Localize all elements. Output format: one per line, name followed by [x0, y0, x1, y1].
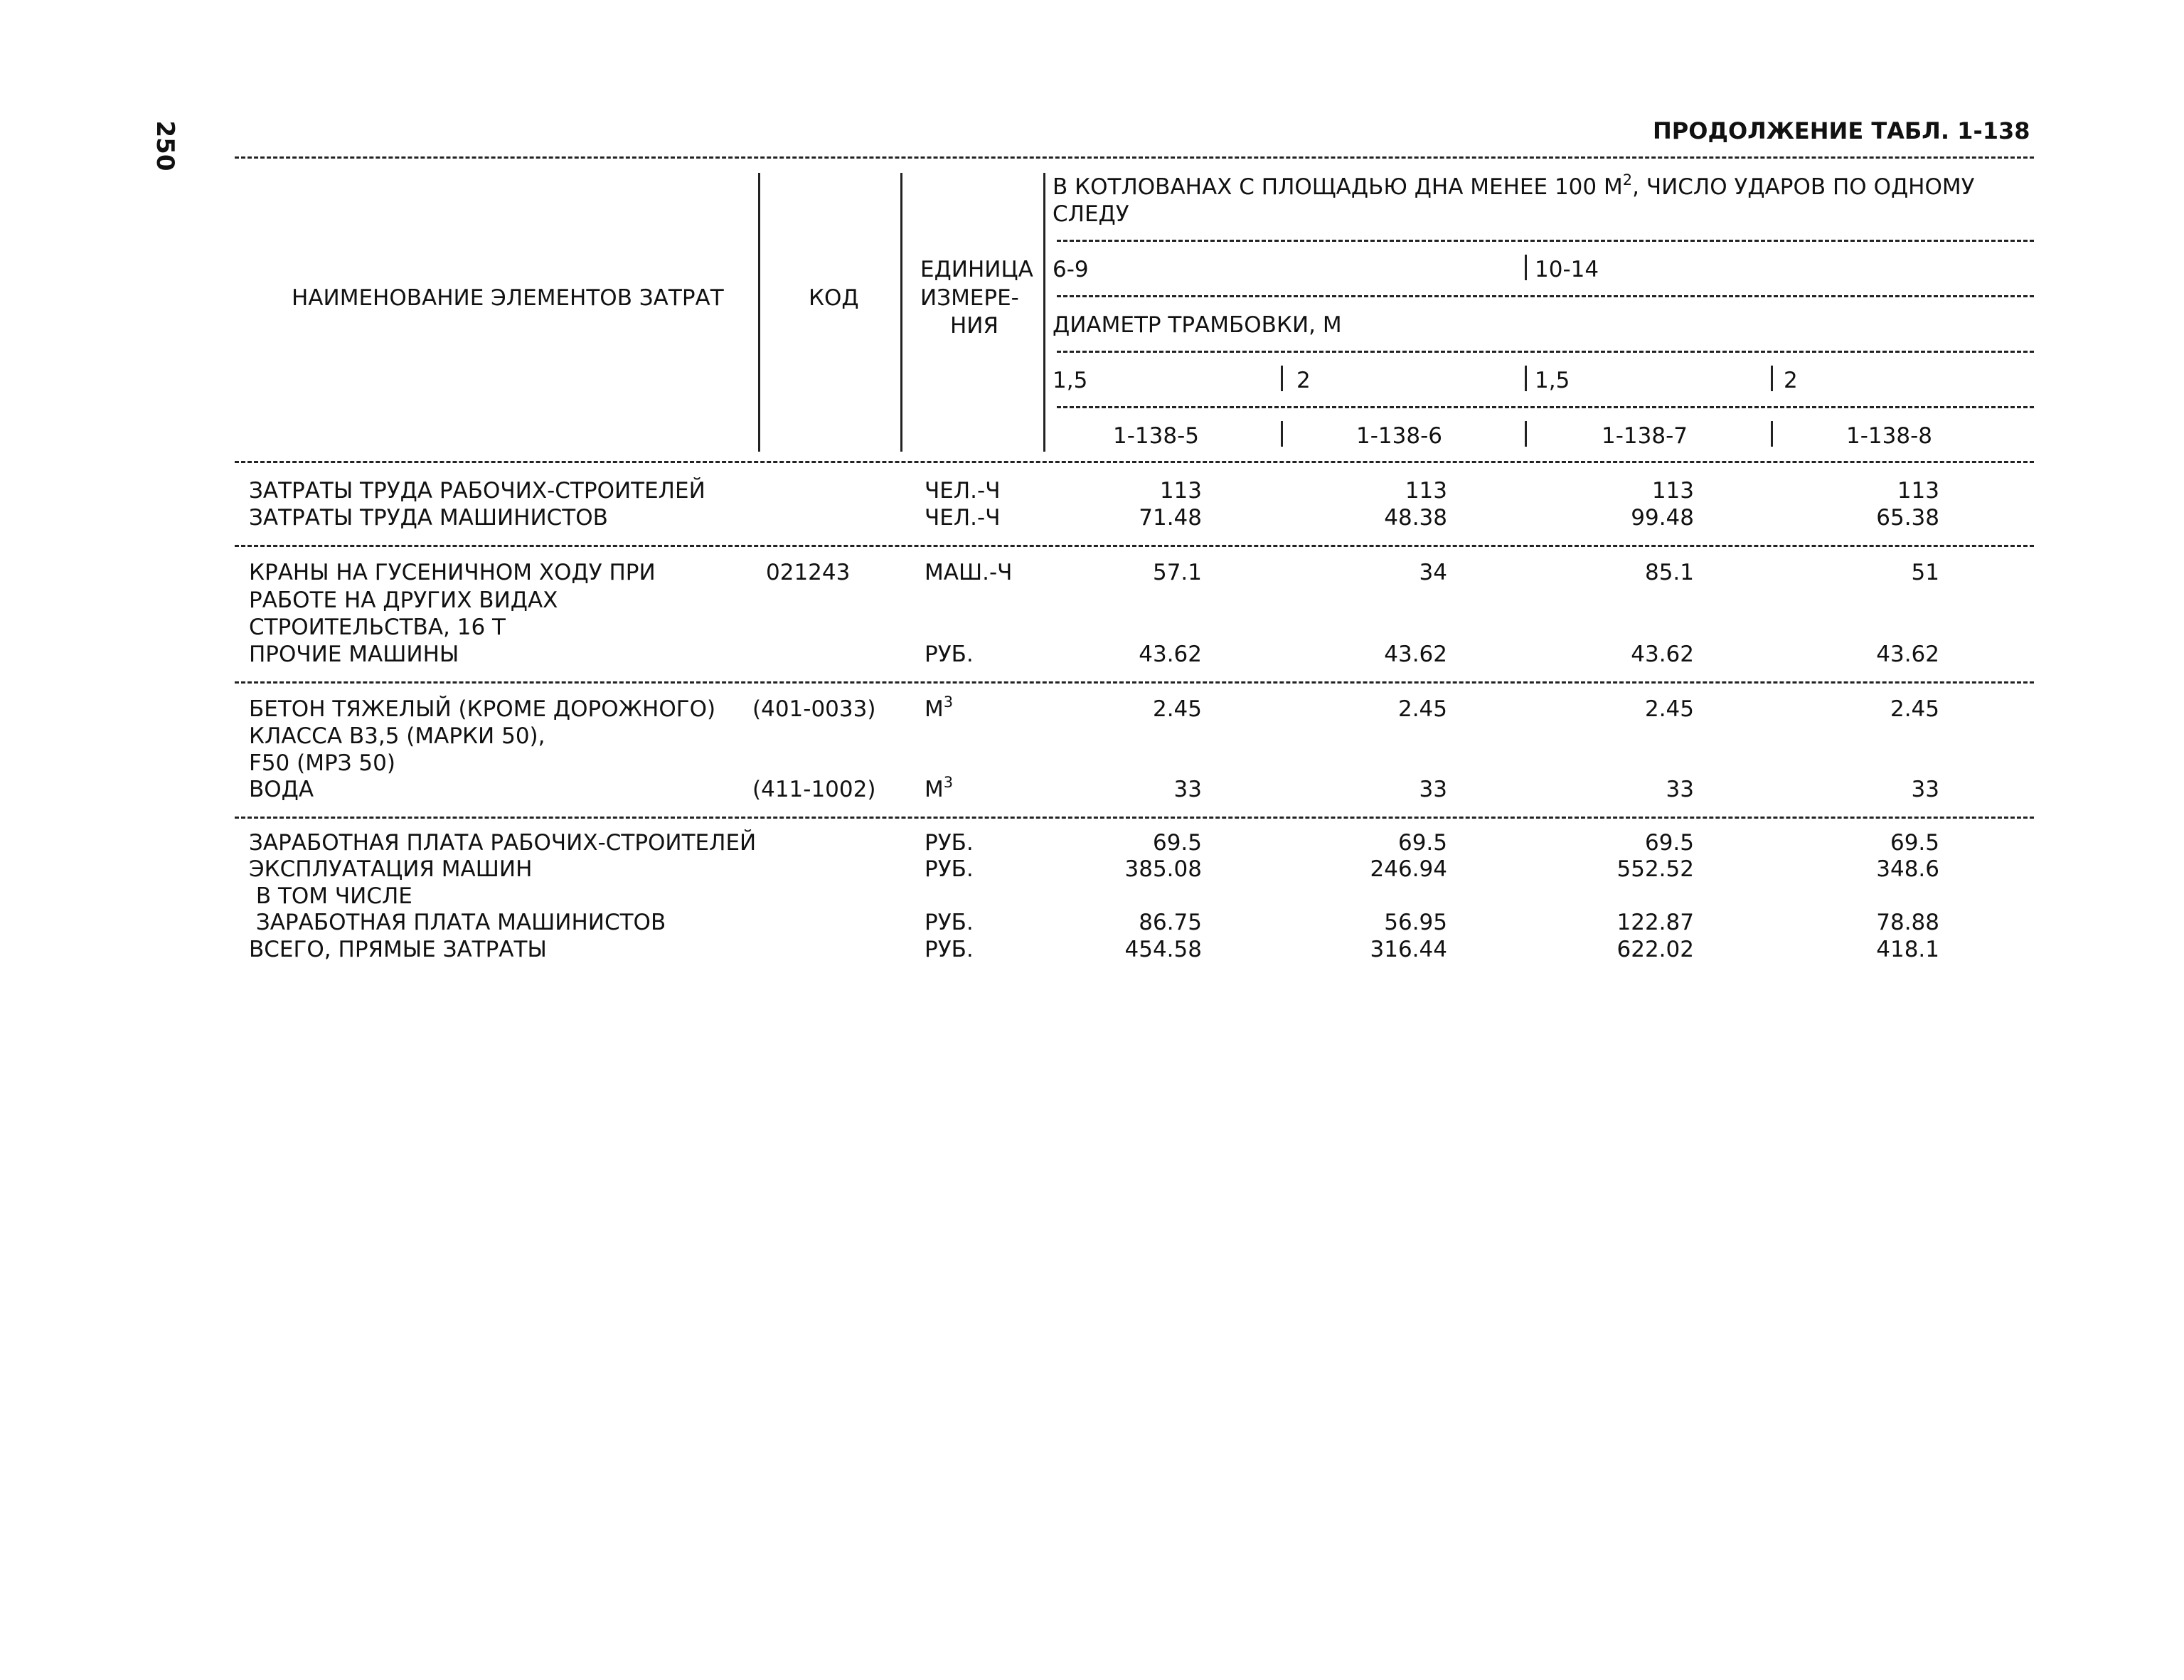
group-separator: [235, 545, 2034, 547]
column-divider: [1525, 255, 1527, 280]
row-unit: РУБ.: [925, 642, 974, 667]
row-value: 51: [1911, 560, 1939, 585]
row-value: 48.38: [1384, 505, 1447, 531]
column-divider: [1525, 421, 1527, 447]
row-name: ВСЕГО, ПРЯМЫЕ ЗАТРАТЫ: [249, 937, 547, 962]
condition-header-cont: СЛЕДУ: [1053, 201, 1129, 227]
row-value: 99.48: [1631, 505, 1694, 531]
row-value: 2.45: [1890, 696, 1939, 722]
row-unit: РУБ.: [925, 910, 974, 935]
row-value: 69.5: [1397, 830, 1447, 856]
strikes-header: 10-14: [1535, 257, 1599, 282]
norm-code: 1-138-7: [1602, 423, 1688, 449]
diameter-value: 2: [1296, 368, 1311, 393]
row-value: 552.52: [1616, 856, 1694, 882]
row-value: 113: [1651, 478, 1694, 504]
row-value: 43.62: [1876, 642, 1939, 667]
unit-column-header: НИЯ: [950, 313, 999, 339]
row-unit: $М^3$: [925, 774, 954, 802]
strikes-header: 6-9: [1053, 257, 1089, 282]
diameter-header: ДИАМЕТР ТРАМБОВКИ, М: [1053, 312, 1342, 338]
row-name: ЗАРАБОТНАЯ ПЛАТА РАБОЧИХ-СТРОИТЕЛЕЙ: [249, 830, 757, 856]
row-value: 2.45: [1397, 696, 1447, 722]
group-separator: [235, 681, 2034, 684]
name-column-header: НАИМЕНОВАНИЕ ЭЛЕМЕНТОВ ЗАТРАТ: [292, 285, 724, 311]
diameter-value: 2: [1784, 368, 1798, 393]
row-code: 021243: [766, 560, 851, 585]
row-unit: РУБ.: [925, 937, 974, 962]
code-column-header: КОД: [809, 285, 859, 311]
column-divider: [1281, 366, 1283, 391]
column-divider: [758, 173, 760, 452]
column-divider: [1043, 173, 1045, 452]
page-number: 250: [151, 120, 179, 171]
row-name: ЗАТРАТЫ ТРУДА МАШИНИСТОВ: [249, 505, 608, 531]
diameter-value: 1,5: [1535, 368, 1570, 393]
row-value: 86.75: [1139, 910, 1202, 935]
row-value: 113: [1405, 478, 1447, 504]
row-value: 246.94: [1370, 856, 1447, 882]
column-divider: [1771, 421, 1773, 447]
row-value: 348.6: [1876, 856, 1939, 882]
row-value: 69.5: [1152, 830, 1202, 856]
table-top-rule: [235, 156, 2034, 159]
row-unit: РУБ.: [925, 830, 974, 856]
header-rule: [1057, 406, 2034, 408]
diameter-value: 1,5: [1053, 368, 1088, 393]
row-name-cont: КЛАССА В3,5 (МАРКИ 50),: [249, 723, 545, 749]
row-value: 65.38: [1876, 505, 1939, 531]
row-unit: $М^3$: [925, 693, 954, 722]
row-name: КРАНЫ НА ГУСЕНИЧНОМ ХОДУ ПРИ: [249, 560, 656, 585]
row-value: 622.02: [1616, 937, 1694, 962]
row-value: 34: [1419, 560, 1447, 585]
row-name: ЭКСПЛУАТАЦИЯ МАШИН: [249, 856, 533, 882]
column-divider: [1281, 421, 1283, 447]
row-value: 418.1: [1876, 937, 1939, 962]
row-value: 2.45: [1644, 696, 1694, 722]
row-name: ЗАТРАТЫ ТРУДА РАБОЧИХ-СТРОИТЕЛЕЙ: [249, 478, 705, 504]
header-bottom-rule: [235, 461, 2034, 463]
row-name: ВОДА: [249, 777, 314, 802]
header-rule: [1057, 351, 2034, 353]
row-value: 122.87: [1616, 910, 1694, 935]
row-value: 113: [1159, 478, 1202, 504]
row-value: 78.88: [1876, 910, 1939, 935]
norm-code: 1-138-8: [1846, 423, 1932, 449]
row-value: 454.58: [1124, 937, 1202, 962]
row-value: 33: [1419, 777, 1447, 802]
row-value: 43.62: [1384, 642, 1447, 667]
row-unit: ЧЕЛ.-Ч: [925, 478, 1001, 504]
row-value: 56.95: [1384, 910, 1447, 935]
row-value: 33: [1173, 777, 1202, 802]
unit-column-header: ИЗМЕРЕ-: [920, 285, 1019, 311]
row-value: 33: [1666, 777, 1694, 802]
column-divider: [1525, 366, 1527, 391]
row-unit: ЧЕЛ.-Ч: [925, 505, 1001, 531]
row-code: (411-1002): [752, 777, 876, 802]
row-value: 57.1: [1152, 560, 1202, 585]
header-rule: [1057, 295, 2034, 297]
group-separator: [235, 817, 2034, 819]
row-value: 113: [1897, 478, 1939, 504]
norm-code: 1-138-6: [1356, 423, 1442, 449]
row-value: 43.62: [1631, 642, 1694, 667]
row-value: 85.1: [1644, 560, 1694, 585]
row-value: 385.08: [1124, 856, 1202, 882]
continuation-title: ПРОДОЛЖЕНИЕ ТАБЛ. 1-138: [1653, 117, 2030, 144]
row-name-cont: В ТОМ ЧИСЛЕ: [249, 883, 412, 909]
row-value: 69.5: [1890, 830, 1939, 856]
row-name: БЕТОН ТЯЖЕЛЫЙ (КРОМЕ ДОРОЖНОГО): [249, 696, 716, 722]
column-divider: [900, 173, 902, 452]
unit-column-header: ЕДИНИЦА: [920, 257, 1033, 282]
row-name-cont: РАБОТЕ НА ДРУГИХ ВИДАХ: [249, 588, 558, 613]
row-code: (401-0033): [752, 696, 876, 722]
row-value: 43.62: [1139, 642, 1202, 667]
row-value: 33: [1911, 777, 1939, 802]
row-name: ПРОЧИЕ МАШИНЫ: [249, 642, 459, 667]
row-name-cont: СТРОИТЕЛЬСТВА, 16 Т: [249, 615, 506, 640]
row-unit: РУБ.: [925, 856, 974, 882]
row-value: 2.45: [1152, 696, 1202, 722]
norm-code: 1-138-5: [1113, 423, 1199, 449]
row-value: 316.44: [1370, 937, 1447, 962]
column-divider: [1771, 366, 1773, 391]
condition-header: В КОТЛОВАНАХ С ПЛОЩАДЬЮ ДНА МЕНЕЕ 100 $М^2$, ЧИСЛО УДАРОВ ПО ОДНОМУ: [1053, 171, 1975, 200]
header-rule: [1057, 240, 2034, 242]
row-name: ЗАРАБОТНАЯ ПЛАТА МАШИНИСТОВ: [249, 910, 666, 935]
row-name-cont: F50 (МРЗ 50): [249, 750, 395, 776]
row-unit: МАШ.-Ч: [925, 560, 1013, 585]
row-value: 69.5: [1644, 830, 1694, 856]
row-value: 71.48: [1139, 505, 1202, 531]
